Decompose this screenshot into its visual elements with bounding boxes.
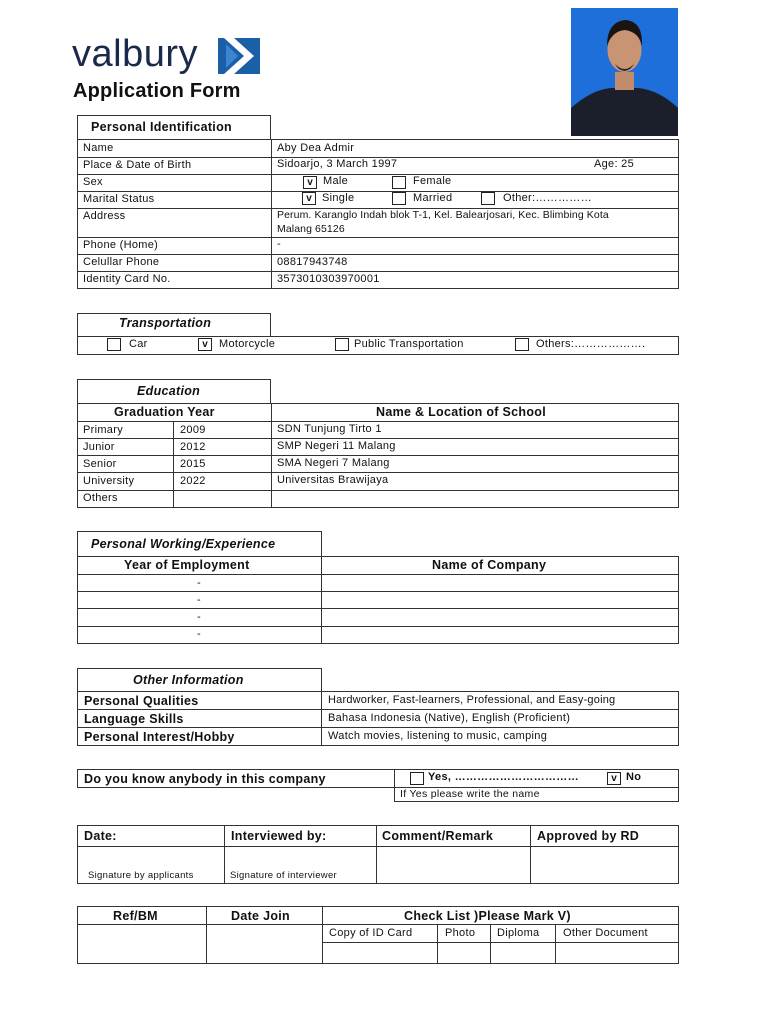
personal-header: Personal Identification	[91, 120, 232, 134]
experience-col-year: Year of Employment	[124, 558, 250, 572]
checkbox-married[interactable]	[392, 192, 406, 205]
checkbox-public[interactable]	[335, 338, 349, 351]
edu-level: Primary	[83, 424, 123, 436]
option-motorcycle: Motorcycle	[219, 338, 276, 350]
office-date-header: Date Join	[231, 909, 290, 923]
checkbox-male[interactable]: v	[303, 176, 317, 189]
signature-applicant: Signature by applicants	[88, 870, 194, 881]
label-marital: Marital Status	[83, 193, 155, 205]
checklist-id-card: Copy of ID Card	[329, 927, 413, 939]
label-cellular: Celullar Phone	[83, 256, 160, 268]
value-hobby: Watch movies, listening to music, camping	[328, 730, 548, 742]
experience-year: -	[197, 611, 201, 623]
experience-year: -	[197, 577, 201, 589]
checkbox-knows-yes[interactable]	[410, 772, 424, 785]
option-other: Other:……………	[503, 192, 592, 204]
education-col-year: Graduation Year	[114, 405, 215, 419]
option-male: Male	[323, 175, 349, 187]
edu-level: University	[83, 475, 135, 487]
brand-name: valbury	[72, 33, 198, 75]
edu-year: 2012	[180, 441, 206, 453]
edu-year: 2022	[180, 475, 206, 487]
edu-level: Others	[83, 492, 118, 504]
value-birth: Sidoarjo, 3 March 1997	[277, 158, 398, 170]
transport-header: Transportation	[119, 316, 212, 330]
checklist-other-document: Other Document	[563, 927, 648, 939]
label-sex: Sex	[83, 176, 103, 188]
checkbox-others[interactable]	[515, 338, 529, 351]
option-others: Others:……………….	[536, 338, 646, 350]
other-header: Other Information	[133, 673, 244, 687]
edu-level: Senior	[83, 458, 117, 470]
knows-no-label: No	[626, 771, 642, 783]
option-married: Married	[413, 192, 453, 204]
edu-level: Junior	[83, 441, 115, 453]
label-address: Address	[83, 210, 126, 222]
education-header: Education	[137, 384, 201, 398]
interview-date-header: Date:	[84, 829, 117, 843]
edu-school: SMA Negeri 7 Malang	[277, 457, 390, 469]
edu-school: SDN Tunjung Tirto 1	[277, 423, 382, 435]
checkbox-other[interactable]	[481, 192, 495, 205]
edu-school: Universitas Brawijaya	[277, 474, 389, 486]
value-language: Bahasa Indonesia (Native), English (Proficient)	[328, 712, 571, 724]
value-cellular: 08817943748	[277, 256, 348, 268]
experience-year: -	[197, 594, 201, 606]
knows-yes-label: Yes, ……………………………	[428, 771, 579, 783]
experience-header: Personal Working/Experience	[91, 537, 276, 551]
valbury-logo	[72, 32, 272, 78]
checklist-diploma: Diploma	[497, 927, 540, 939]
option-car: Car	[129, 338, 148, 350]
checklist-photo: Photo	[445, 927, 476, 939]
value-age: Age: 25	[594, 158, 635, 170]
checkbox-motorcycle[interactable]: v	[198, 338, 212, 351]
knows-note: If Yes please write the name	[400, 788, 540, 800]
checkbox-knows-no[interactable]: v	[607, 772, 621, 785]
experience-col-company: Name of Company	[432, 558, 547, 572]
label-language: Language Skills	[84, 712, 184, 726]
checkbox-single[interactable]: v	[302, 192, 316, 205]
label-birth: Place & Date of Birth	[83, 159, 192, 171]
education-col-school: Name & Location of School	[376, 405, 547, 419]
value-qualities: Hardworker, Fast-learners, Professional, and Easy-going	[328, 694, 616, 706]
value-phone-home: -	[277, 238, 281, 250]
label-hobby: Personal Interest/Hobby	[84, 730, 235, 744]
label-name: Name	[83, 142, 114, 154]
knows-question: Do you know anybody in this company	[84, 772, 326, 786]
office-checklist-header: Check List )Please Mark V)	[404, 909, 571, 923]
label-phone-home: Phone (Home)	[83, 239, 159, 251]
interview-approved-header: Approved by RD	[537, 829, 640, 843]
value-address-2: Malang 65126	[277, 223, 345, 235]
checkbox-female[interactable]	[392, 176, 406, 189]
checkbox-car[interactable]	[107, 338, 121, 351]
option-female: Female	[413, 175, 452, 187]
value-name: Aby Dea Admir	[277, 142, 355, 154]
option-public: Public Transportation	[354, 338, 464, 350]
page-title: Application Form	[73, 80, 241, 102]
experience-year: -	[197, 628, 201, 640]
applicant-photo	[571, 8, 678, 136]
edu-school: SMP Negeri 11 Malang	[277, 440, 396, 452]
value-address: Perum. Karanglo Indah blok T-1, Kel. Balearjosari, Kec. Blimbing Kota	[277, 209, 609, 221]
interview-comment-header: Comment/Remark	[382, 829, 494, 843]
interview-by-header: Interviewed by:	[231, 829, 327, 843]
edu-year: 2015	[180, 458, 206, 470]
option-single: Single	[322, 192, 355, 204]
label-qualities: Personal Qualities	[84, 694, 199, 708]
signature-interviewer: Signature of interviewer	[230, 870, 338, 881]
edu-year: 2009	[180, 424, 206, 436]
label-identity: Identity Card No.	[83, 273, 171, 285]
value-identity: 3573010303970001	[277, 273, 380, 285]
logo-arrow-icon	[218, 38, 260, 74]
office-ref-header: Ref/BM	[113, 909, 158, 923]
